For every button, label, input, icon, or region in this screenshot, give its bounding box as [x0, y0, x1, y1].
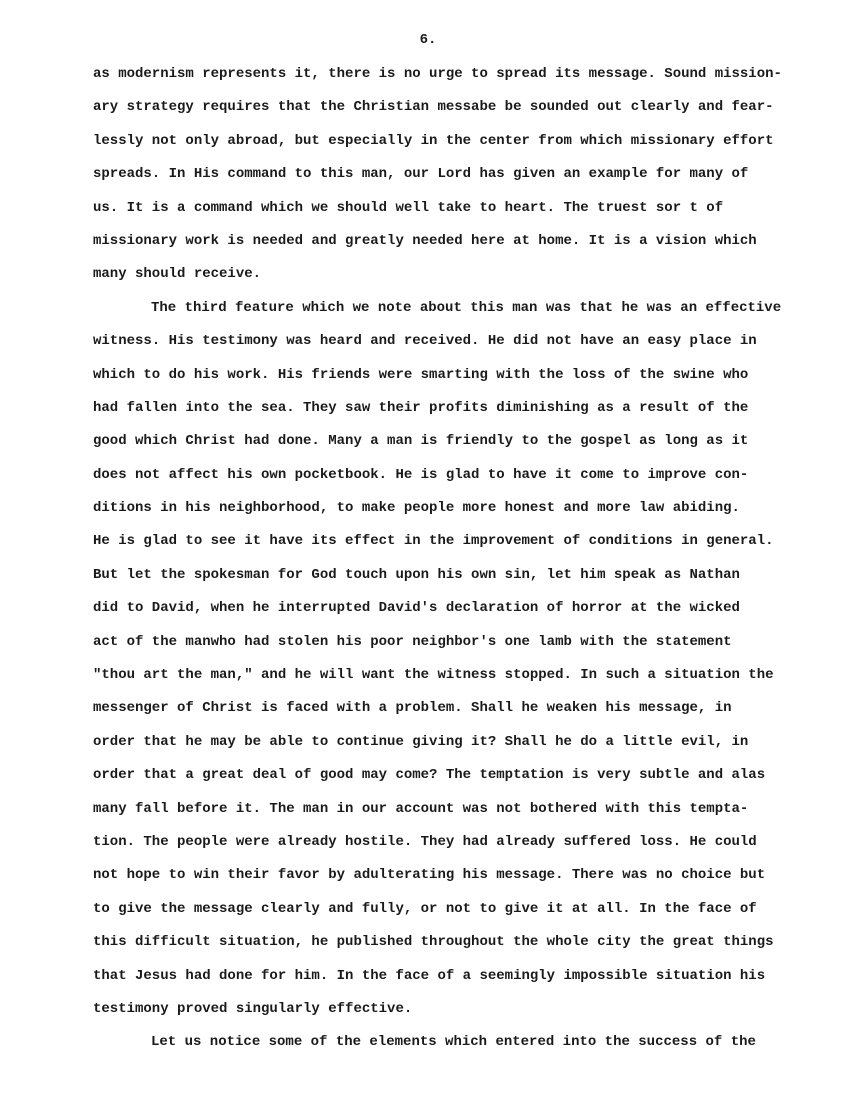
- text-line: testimony proved singularly effective.: [93, 1000, 413, 1017]
- text-line: order that he may be able to continue giving it? Shall he do a little evil, in: [93, 733, 749, 750]
- text-line: that Jesus had done for him. In the face of a seemingly impossible situation his: [93, 967, 766, 984]
- paragraph-start-line: The third feature which we note about this man was that he was an effective: [151, 299, 782, 316]
- text-line: messenger of Christ is faced with a problem. Shall he weaken his message, in: [93, 700, 732, 717]
- text-line: as modernism represents it, there is no urge to spread its message. Sound mission-: [93, 66, 782, 82]
- text-line: witness. His testimony was heard and received. He did not have an easy place in: [93, 333, 757, 350]
- text-line: us. It is a command which we should well take to heart. The truest sor t of: [93, 199, 724, 216]
- text-line: many should receive.: [93, 266, 262, 283]
- text-line: this difficult situation, he published throughout the whole city the great things: [93, 934, 774, 951]
- text-line: But let the spokesman for God touch upon his own sin, let him speak as Nathan: [93, 566, 740, 583]
- text-line: had fallen into the sea. They saw their profits diminishing as a result of the: [93, 399, 749, 416]
- text-line: act of the manwho had stolen his poor neighbor's one lamb with the statement: [93, 633, 732, 650]
- text-line: ary strategy requires that the Christian messabe be sounded out clearly and fear-: [93, 99, 774, 116]
- text-line: good which Christ had done. Many a man is friendly to the gospel as long as it: [93, 433, 749, 450]
- text-line: did to David, when he interrupted David's declaration of horror at the wicked: [93, 600, 740, 617]
- text-line: not hope to win their favor by adulterating his message. There was no choice but: [93, 867, 766, 884]
- paragraph-start-line: Let us notice some of the elements which entered into the success of the: [151, 1034, 756, 1051]
- text-line: many fall before it. The man in our account was not bothered with this tempta-: [93, 800, 749, 817]
- body-text: [93, 62, 813, 1064]
- text-line: "thou art the man," and he will want the witness stopped. In such a situation the: [93, 667, 774, 684]
- text-line: He is glad to see it have its effect in the improvement of conditions in general.: [93, 533, 774, 550]
- text-line: ditions in his neighborhood, to make people more honest and more law abiding.: [93, 500, 740, 517]
- text-line: to give the message clearly and fully, or not to give it at all. In the face of: [93, 900, 757, 917]
- text-line: spreads. In His command to this man, our Lord has given an example for many of: [93, 166, 749, 183]
- text-line: which to do his work. His friends were smarting with the loss of the swine who: [93, 366, 749, 383]
- text-line: missionary work is needed and greatly needed here at home. It is a vision which: [93, 232, 757, 249]
- page-number: 6.: [419, 32, 437, 48]
- text-line: does not affect his own pocketbook. He is glad to have it come to improve con-: [93, 466, 749, 483]
- text-line: order that a great deal of good may come? The temptation is very subtle and alas: [93, 767, 766, 784]
- text-line: tion. The people were already hostile. They had already suffered loss. He could: [93, 833, 757, 850]
- text-line: lessly not only abroad, but especially in the center from which missionary effort: [93, 132, 774, 149]
